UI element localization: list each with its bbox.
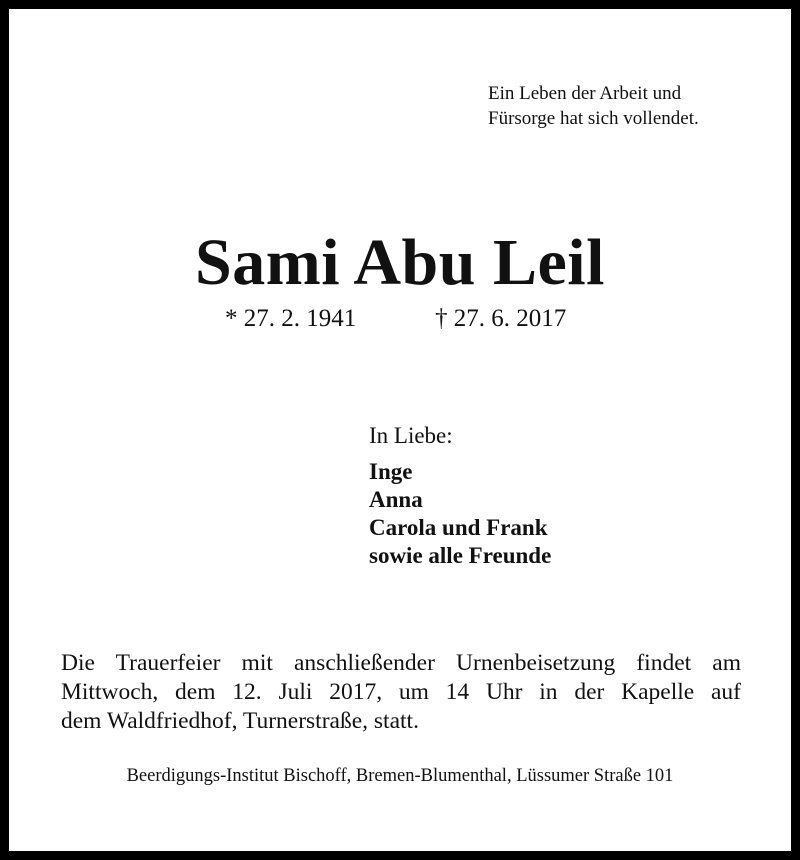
mourner-name: Anna [369, 487, 423, 512]
mourners-intro: In Liebe: [369, 423, 453, 448]
death-date: † 27. 6. 2017 [435, 305, 567, 332]
funeral-home-footer: Beerdigungs-Institut Bischoff, Bremen-Blumenthal, Lüssumer Straße 101 [126, 766, 674, 786]
mourner-name: Carola und Frank [369, 515, 548, 540]
motto-line-2: Fürsorge hat sich vollendet. [488, 108, 699, 129]
motto-line-1: Ein Leben der Arbeit und [488, 83, 682, 104]
notice-line-3: dem Waldfriedhof, Turnerstraße, statt. [61, 708, 419, 734]
mourners-list [369, 458, 551, 570]
mourner-name: sowie alle Freunde [369, 543, 552, 568]
mourner-name: Inge [369, 459, 413, 484]
birth-date: * 27. 2. 1941 [225, 305, 357, 332]
motto [488, 81, 699, 131]
notice-line-1: Die Trauerfeier mit anschließender Urnenbeisetzung findet am [61, 650, 741, 676]
notice-line-2: Mittwoch, dem 12. Juli 2017, um 14 Uhr in der Kapelle auf [61, 679, 741, 705]
deceased-name: Sami Abu Leil [195, 226, 605, 299]
funeral-notice [61, 649, 741, 736]
